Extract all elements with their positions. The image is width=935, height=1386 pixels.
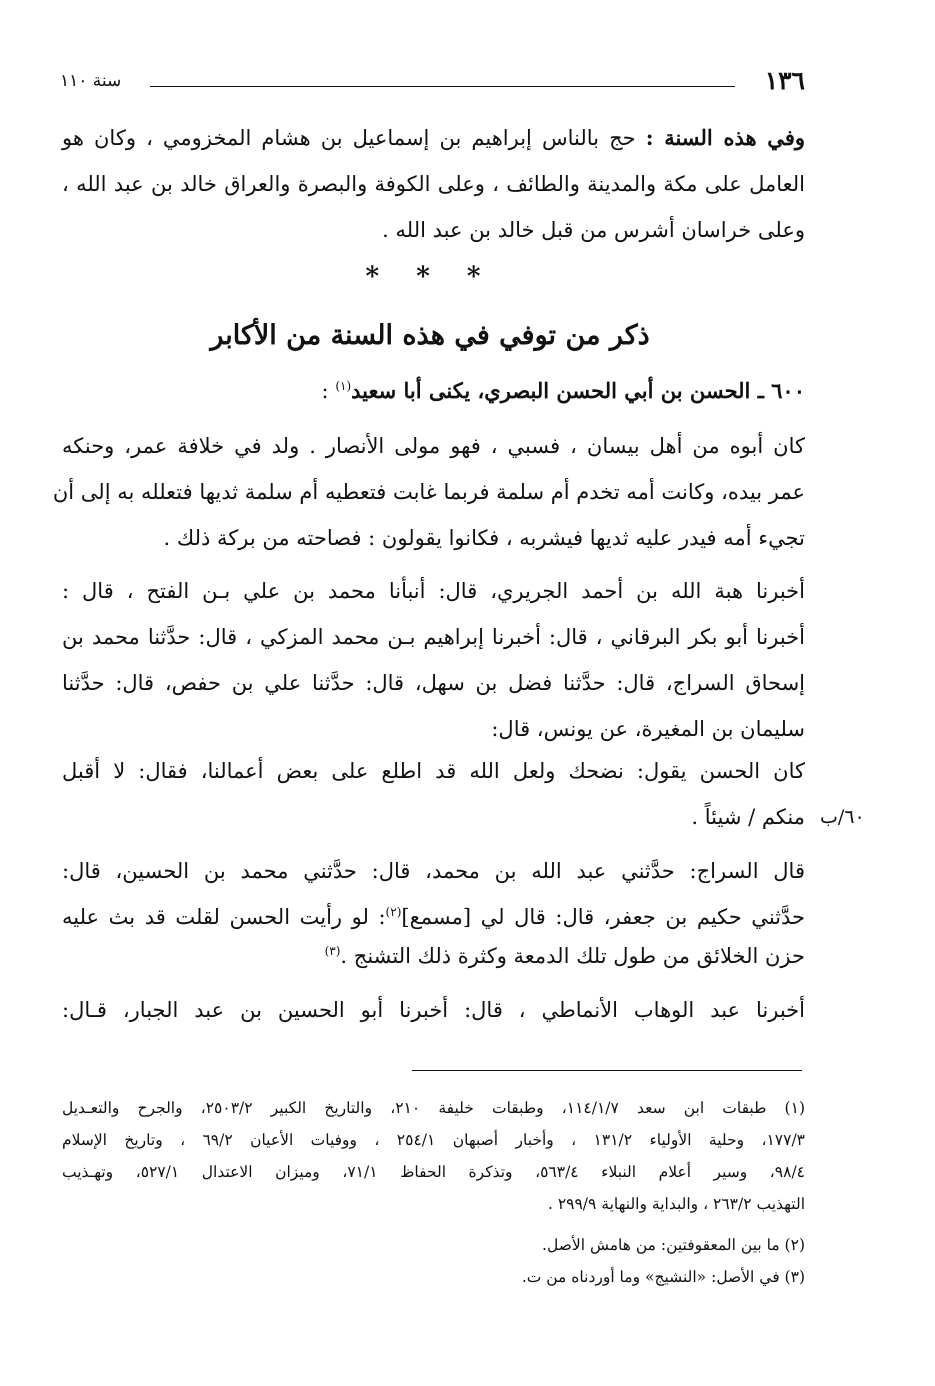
section-separator: * * * (365, 262, 495, 292)
isnad1-line-3: إسحاق السراج، قال: حدَّثنا فضل بن سهل، قال: حدَّثنا علي بن حفص، قال: حدَّثنا (62, 671, 805, 695)
hajj-paragraph-line-2: العامل على مكة والمدينة والطائف ، وعلى الكوفة والبصرة والعراق خالد بن عبد الله ، (62, 172, 805, 196)
hajj-paragraph-line-1 (62, 118, 805, 158)
isnad2-line-1: قال السراج: حدَّثني عبد الله بن محمد، قال: حدَّثني محمد بن الحسين، قال: (62, 859, 805, 883)
footnote-1-line-3: ٩٨/٤، وسير أعلام النبلاء ٥٦٣/٤، وتذكرة الحفاظ ٧١/١، وميزان الاعتدال ٥٢٧/١، وتهـذيب (62, 1163, 805, 1181)
page-header (60, 66, 805, 96)
isnad2-line-2-a: حدَّثني حكيم بن جعفر، قال: قال لي [مسمع] (401, 905, 806, 929)
folio-margin-note: ٦٠/ب (820, 806, 865, 828)
isnad2-line-2-b: : لو رأيت الحسن لقلت قد بث عليه (62, 905, 386, 929)
footnote-rule (412, 1070, 802, 1071)
section-heading: ذكر من توفي في هذه السنة من الأكابر (210, 320, 650, 351)
hajj-lead: وفي هذه السنة : (645, 125, 805, 150)
isnad2-line-3 (62, 936, 805, 976)
hajj-line-1-text: حج بالناس إبراهيم بن إسماعيل بن هشام المخزومي ، وكان هو (62, 126, 646, 150)
footnote-ref-1: (١) (335, 379, 352, 393)
isnad2-line-2 (62, 897, 805, 937)
bio-line-3: تجيء أمه فيدر عليه ثديها فيشربه ، فكانوا يقولون : فصاحته من بركة ذلك . (163, 526, 805, 550)
isnad1-line-1: أخبرنا هبة الله بن أحمد الجريري، قال: أنبأنا محمد بن علي بـن الفتح ، قال : (62, 579, 805, 603)
quote-line-2: منكم / شيئاً . (691, 805, 805, 829)
isnad1-line-4: سليمان بن المغيرة، عن يونس، قال: (491, 717, 805, 741)
footnote-3: (٣) في الأصل: «النشيج» وما أوردناه من ت. (521, 1268, 805, 1286)
footnote-ref-3: (٣) (324, 944, 341, 958)
quote-line-1: كان الحسن يقول: نضحك ولعل الله قد اطلع على بعض أعمالنا، فقال: لا أقبل (62, 759, 805, 783)
isnad3-line-1: أخبرنا عبد الوهاب الأنماطي ، قال: أخبرنا أبو الحسين بن عبد الجبار، قـال: (62, 998, 805, 1022)
isnad1-line-2: أخبرنا أبو بكر البرقاني ، قال: أخبرنا إبراهيم بـن محمد المزكي ، قال: حدَّثنا محمد بن (62, 625, 805, 649)
entry-title-colon: : (321, 379, 336, 403)
footnote-1-line-2: ١٧٧/٣، وحلية الأولياء ١٣١/٢ ، وأخبار أصبهان ٢٥٤/١ ، ووفيات الأعيان ٦٩/٢ ، وتاريخ الإسلام (62, 1131, 806, 1149)
header-rule (150, 86, 735, 87)
entry-title (62, 371, 805, 411)
running-head-year: سنة ١١٠ (60, 71, 122, 91)
entry-title-text: ٦٠٠ ـ الحسن بن أبي الحسن البصري، يكنى أبا سعيد (351, 378, 805, 403)
bio-line-2: عمر بيده، وكانت أمه تخدم أم سلمة فربما غابت فتعطيه أم سلمة ثديها فتعلله به إلى أن (52, 480, 805, 504)
bio-line-1: كان أبوه من أهل بيسان ، فسبي ، فهو مولى الأنصار . ولد في خلافة عمر، وحنكه (62, 434, 805, 458)
footnote-1-line-1: (١) طبقات ابن سعد ١١٤/١/٧، وطبقات خليفة ٢١٠، والتاريخ الكبير ٢٥٠٣/٢، والجرح والتعـديل (62, 1099, 805, 1117)
footnote-1-line-4: التهذيب ٢٦٣/٢ ، والبداية والنهاية ٢٩٩/٩ . (547, 1195, 805, 1213)
page-number: ١٣٦ (764, 66, 805, 95)
footnote-2: (٢) ما بين المعقوفتين: من هامش الأصل. (542, 1236, 805, 1254)
footnote-ref-2: (٢) (385, 905, 402, 919)
isnad2-line-3-a: حزن الخلائق من طول تلك الدمعة وكثرة ذلك التشنج . (340, 944, 805, 968)
hajj-paragraph-line-3: وعلى خراسان أشرس من قبل خالد بن عبد الله . (382, 218, 805, 242)
